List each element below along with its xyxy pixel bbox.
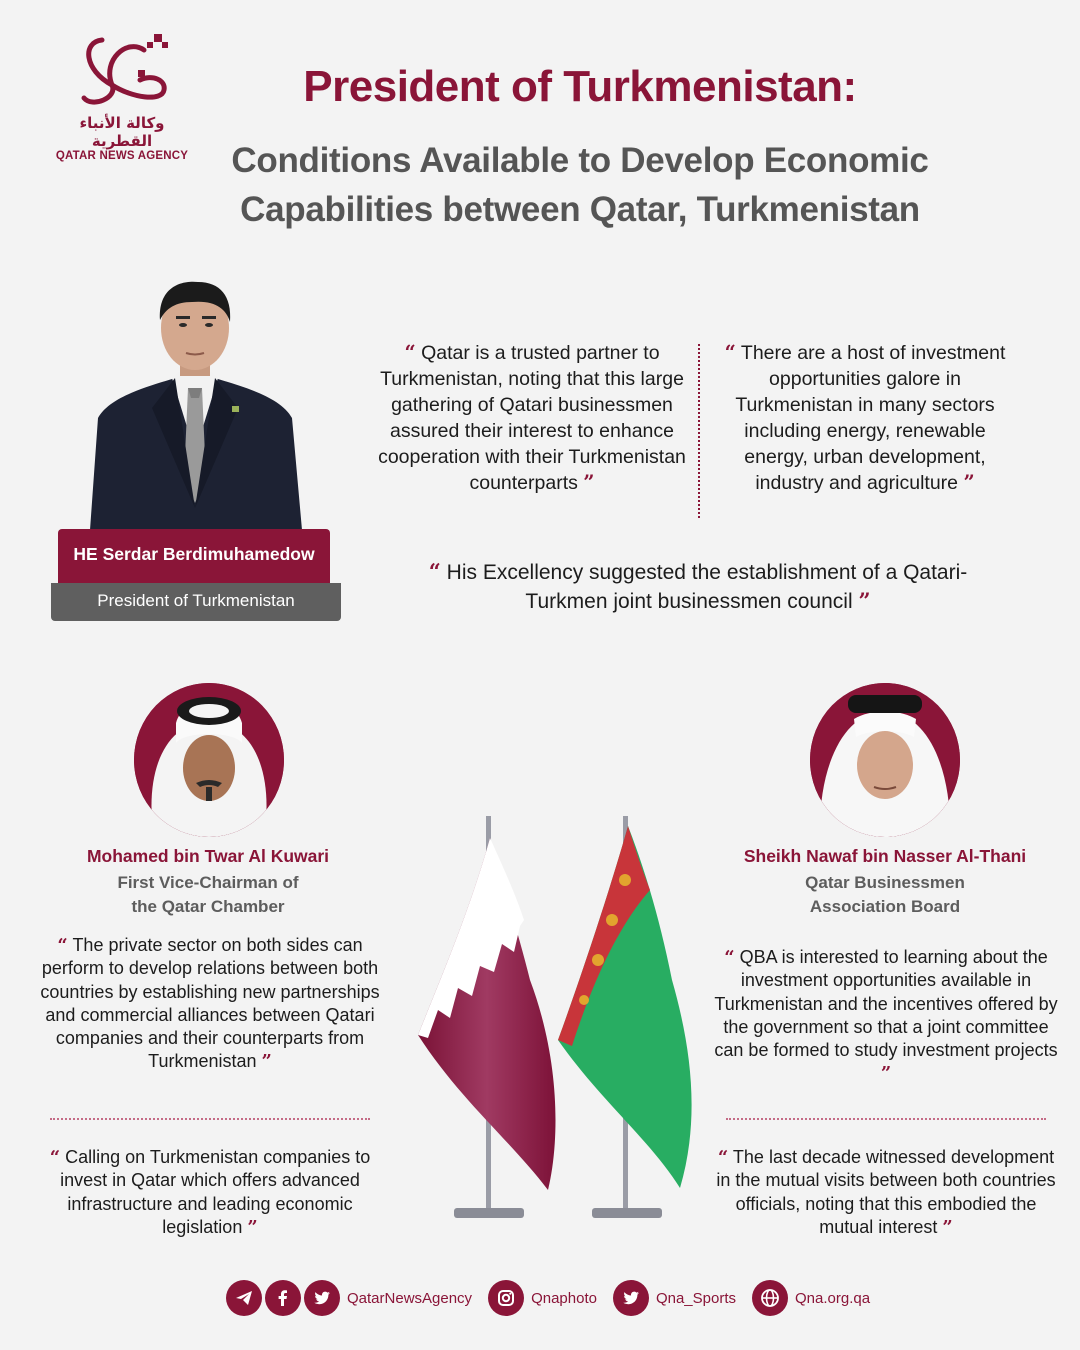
close-quote-icon: ” xyxy=(583,471,595,494)
vertical-dotted-divider xyxy=(698,344,700,518)
open-quote-icon: “ xyxy=(724,947,735,968)
globe-icon[interactable] xyxy=(752,1280,788,1316)
quote-text: The last decade witnessed development in the mutual visits between both countries officials, noting that this embodied the mutual interest xyxy=(716,1147,1056,1237)
open-quote-icon: “ xyxy=(49,1147,61,1168)
left-person-name: Mohamed bin Twar Al Kuwari xyxy=(86,846,330,866)
quote-text: His Excellency suggested the establishment of a Qatari-Turkmen joint businessmen council xyxy=(446,561,968,613)
social-footer xyxy=(226,1280,886,1316)
page-subtitle xyxy=(200,136,960,234)
open-quote-icon: “ xyxy=(717,1147,729,1168)
right-person-quote-2 xyxy=(710,1146,1062,1239)
left-person-role xyxy=(30,871,386,919)
close-quote-icon: ” xyxy=(261,1051,272,1073)
social-handle-main[interactable]: QatarNewsAgency xyxy=(347,1289,473,1307)
flags-illustration xyxy=(410,810,710,1225)
left-person-quote-1 xyxy=(30,934,390,1074)
subtitle-line-2: Capabilities between Qatar, Turkmenistan xyxy=(240,190,920,229)
right-role-line-1: Qatar Businessmen xyxy=(805,873,965,892)
quote-text: QBA is interested to learning about the investment opportunities available in Turkmenistan and the incentives offered by the government so that a joint committee can be formed to study investment projects xyxy=(714,947,1058,1061)
left-dotted-divider xyxy=(50,1118,370,1120)
close-quote-icon: ” xyxy=(942,1216,953,1238)
president-quote-2 xyxy=(714,340,1016,496)
social-handle-instagram[interactable]: Qnaphoto xyxy=(531,1289,597,1307)
right-person-name: Sheikh Nawaf bin Nasser Al-Thani xyxy=(743,846,1027,866)
close-quote-icon: ” xyxy=(880,1063,892,1085)
close-quote-icon: ” xyxy=(247,1216,258,1238)
close-quote-icon: ” xyxy=(858,588,871,613)
president-quote-3 xyxy=(420,558,976,616)
left-person-quote-2 xyxy=(30,1146,390,1239)
qna-logo xyxy=(52,30,192,160)
open-quote-icon: “ xyxy=(57,935,68,956)
close-quote-icon: ” xyxy=(963,471,975,494)
instagram-icon[interactable] xyxy=(488,1280,524,1316)
right-person-role xyxy=(700,871,1070,919)
president-quote-1 xyxy=(378,340,686,496)
president-photo xyxy=(80,278,310,530)
left-role-line-2: the Qatar Chamber xyxy=(131,897,285,916)
logo-arabic-text: وكالة الأنباء القطرية xyxy=(79,114,165,150)
quote-text: Calling on Turkmenistan companies to invest in Qatar which offers advanced infrastructure and leading economic legislation xyxy=(60,1147,371,1237)
left-role-line-1: First Vice-Chairman of xyxy=(117,873,299,892)
telegram-icon[interactable] xyxy=(226,1280,262,1316)
page-title: President of Turkmenistan: xyxy=(303,62,857,111)
twitter-icon[interactable] xyxy=(613,1280,649,1316)
social-handle-website[interactable]: Qna.org.qa xyxy=(795,1289,871,1307)
right-dotted-divider xyxy=(726,1118,1046,1120)
quote-text: Qatar is a trusted partner to Turkmenistan, noting that this large gathering of Qatari businessmen assured their interest to enhance cooperation with their Turkmenistan counterparts xyxy=(378,342,686,494)
open-quote-icon: “ xyxy=(724,341,736,364)
open-quote-icon: “ xyxy=(428,559,441,584)
right-person-photo xyxy=(810,683,960,837)
right-role-line-2: Association Board xyxy=(809,897,961,916)
qna-emblem-icon xyxy=(72,30,172,112)
twitter-icon[interactable] xyxy=(304,1280,340,1316)
subtitle-line-1: Conditions Available to Develop Economic xyxy=(231,141,929,180)
facebook-icon[interactable] xyxy=(265,1280,301,1316)
president-role-label: President of Turkmenistan xyxy=(51,583,341,621)
social-handle-sports[interactable]: Qna_Sports xyxy=(655,1289,736,1307)
logo-english-text: QATAR NEWS AGENCY xyxy=(55,150,189,162)
president-name-label: HE Serdar Berdimuhamedow xyxy=(58,529,330,583)
open-quote-icon: “ xyxy=(404,341,416,364)
right-person-quote-1 xyxy=(710,946,1062,1086)
quote-text: The private sector on both sides can perform to develop relations between both countries by establishing new partnerships and commercial alliances between Qatari companies and their counterparts from Turkmenistan xyxy=(40,935,380,1072)
left-person-photo xyxy=(134,683,284,837)
quote-text: There are a host of investment opportunities galore in Turkmenistan in many sectors including energy, renewable energy, urban development, industry and agriculture xyxy=(735,342,1006,494)
